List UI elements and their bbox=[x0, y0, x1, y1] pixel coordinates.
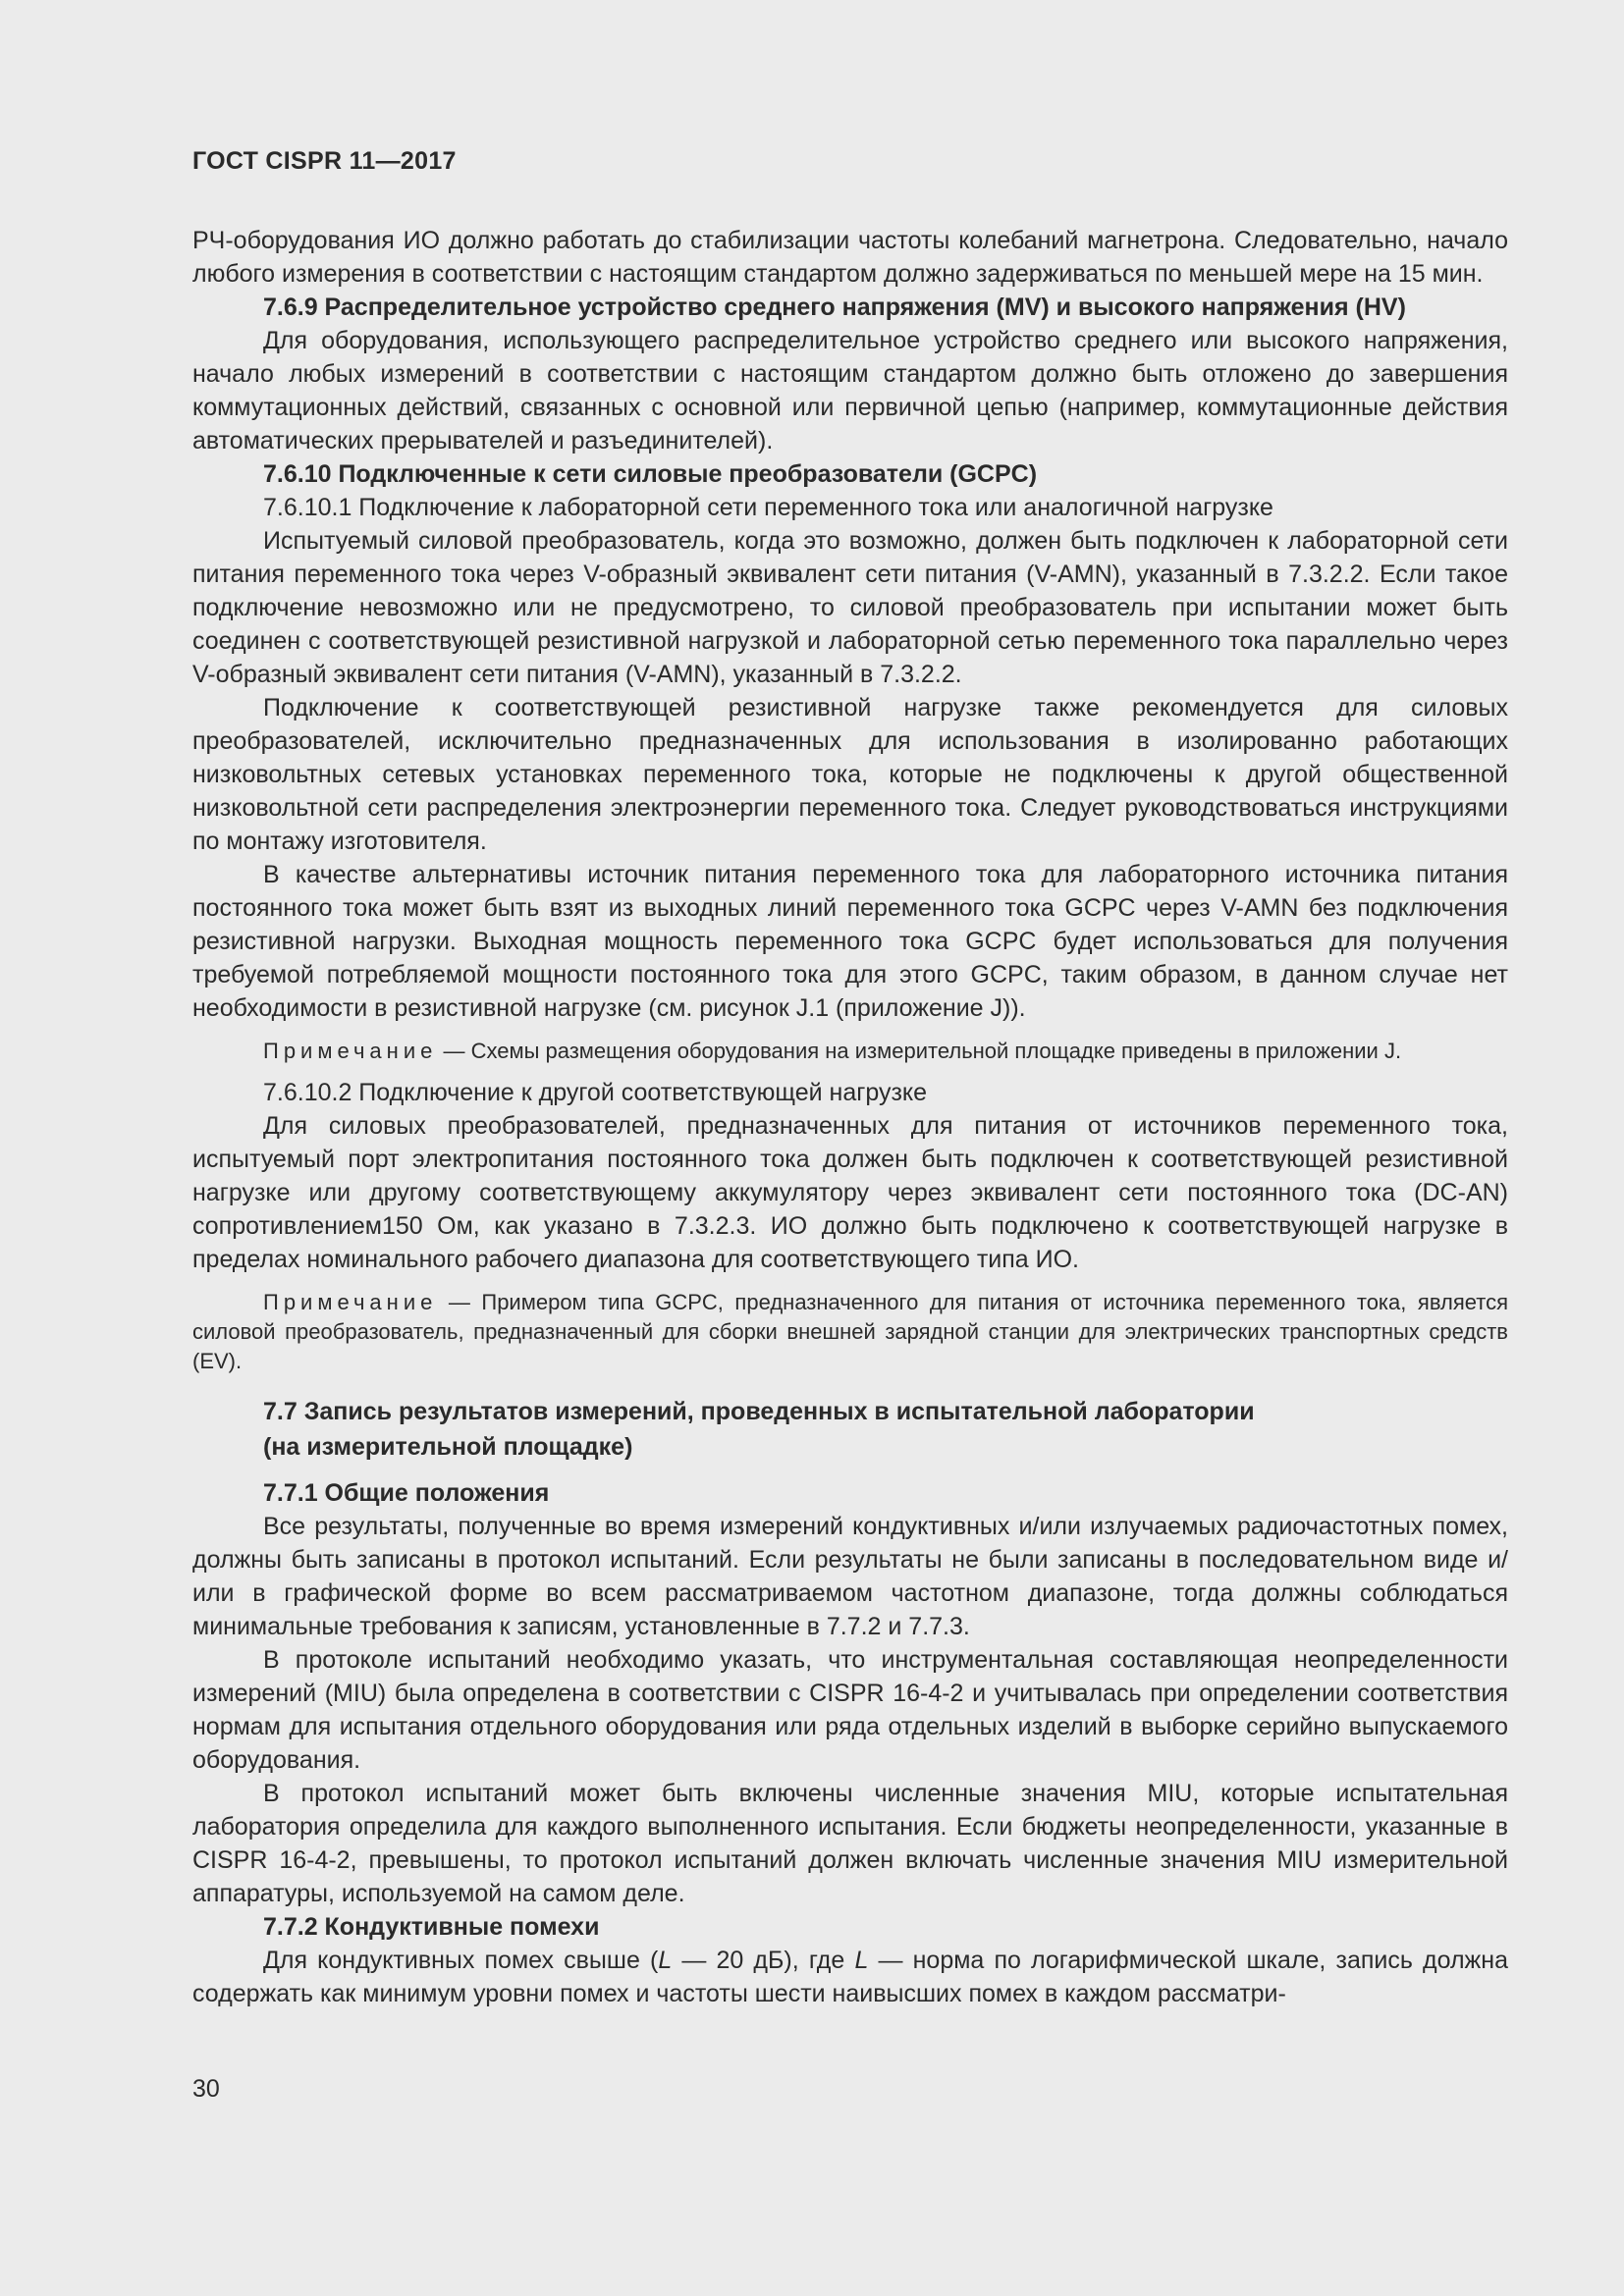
paragraph-switchgear: Для оборудования, использующего распределительное устройство среднего или высокого напряжения, начало любых измерений в соответствии с настоящим стандартом должно быть отложено до завершения коммутационных действий, связанных с основной или первичной цепью (например, коммутационные действия автоматических прерывателей и разъединителей). bbox=[192, 327, 1508, 454]
heading-7-6-10: 7.6.10 Подключенные к сети силовые преобразователи (GCPC) bbox=[263, 460, 1038, 488]
note-2-text: — Примером типа GCPC, предназначенного для питания от источника переменного тока, является силовой преобразователь, предназначенный для сборки внешней зарядной станции для электрических транспортных средств (EV). bbox=[192, 1290, 1508, 1373]
heading-7-6-9: 7.6.9 Распределительное устройство среднего напряжения (MV) и высокого напряжения (HV) bbox=[263, 294, 1406, 321]
paragraph-miu-values: В протокол испытаний может быть включены численные значения MIU, которые испытательная лаборатория определила для каждого выполненного испытания. Если бюджеты неопределенности, указанные в CISPR 16-4-2, превышены, то протокол испытаний должен включать численные значения MIU измерительной аппаратуры, используемой на самом деле. bbox=[192, 1780, 1508, 1907]
note-2 bbox=[192, 1288, 1508, 1376]
note-label: Примечание bbox=[263, 1290, 438, 1314]
document-header: ГОСТ CISPR 11—2017 bbox=[192, 147, 457, 175]
note-1-text: — Схемы размещения оборудования на измерительной площадке приведены в приложении J. bbox=[437, 1039, 1402, 1063]
heading-7-7-2: 7.7.2 Кондуктивные помехи bbox=[263, 1913, 600, 1941]
paragraph-conducted bbox=[192, 1944, 1508, 2010]
page-number: 30 bbox=[192, 2075, 220, 2103]
paragraph-magnetron: РЧ-оборудования ИО должно работать до стабилизации частоты колебаний магнетрона. Следовательно, начало любого измерения в соответствии с настоящим стандартом должно задерживаться по меньшей мере на 15 мин. bbox=[192, 227, 1508, 288]
text-run: — норма по логарифмической шкале, запись должна содержать как минимум уровни помех и частоты шести наивысших помех в каждом рассматри- bbox=[192, 1947, 1508, 2007]
heading-7-6-10-2: 7.6.10.2 Подключение к другой соответствующей нагрузке bbox=[263, 1079, 928, 1106]
paragraph-miu: В протоколе испытаний необходимо указать, что инструментальная составляющая неопределенности измерений (MIU) была определена в соответствии с CISPR 16-4-2 и учитывалась при определении соответствия нормам для испытания отдельного оборудования или ряда отдельных изделий в выборке серийно выпускаемого оборудования. bbox=[192, 1646, 1508, 1774]
note-label: Примечание bbox=[263, 1039, 438, 1063]
heading-7-7-1: 7.7.1 Общие положения bbox=[263, 1479, 550, 1507]
paragraph-results: Все результаты, полученные во время измерений кондуктивных и/или излучаемых радиочастотных помех, должны быть записаны в протокол испытаний. Если результаты не были записаны в последовательном виде и/или в графической форме во всем рассматриваемом частотном диапазоне, тогда должны соблюдаться минимальные требования к записям, установленные в 7.7.2 и 7.7.3. bbox=[192, 1513, 1508, 1640]
text-run: Для кондуктивных помех свыше ( bbox=[263, 1947, 659, 1974]
heading-7-7-line1: 7.7 Запись результатов измерений, проведенных в испытательной лаборатории bbox=[263, 1398, 1255, 1425]
paragraph-resistive-load: Подключение к соответствующей резистивной нагрузке также рекомендуется для силовых преобразователей, исключительно предназначенных для использования в изолированно работающих низковольтных сетевых установках переменного тока, которые не подключены к другой общественной низковольтной сети распределения электроэнергии переменного тока. Следует руководствоваться инструкциями по монтажу изготовителя. bbox=[192, 694, 1508, 855]
heading-7-7-line2: (на измерительной площадке) bbox=[263, 1433, 633, 1461]
paragraph-other-load: Для силовых преобразователей, предназначенных для питания от источников переменного тока, испытуемый порт электропитания постоянного тока должен быть подключен к соответствующей резистивной нагрузке или другому соответствующему аккумулятору через эквивалент сети постоянного тока (DC-AN) сопротивлением150 Ом, как указано в 7.3.2.3. ИО должно быть подключено к соответствующей нагрузке в пределах номинального рабочего диапазона для соответствующего типа ИО. bbox=[192, 1112, 1508, 1273]
paragraph-lab-network: Испытуемый силовой преобразователь, когда это возможно, должен быть подключен к лабораторной сети питания переменного тока через V-образный эквивалент сети питания (V-AMN), указанный в 7.3.2.2. Если такое подключение невозможно или не предусмотрено, то силовой преобразователь при испытании может быть соединен с соответствующей резистивной нагрузкой и лабораторной сетью переменного тока параллельно через V-образный эквивалент сети питания (V-AMN), указанный в 7.3.2.2. bbox=[192, 527, 1508, 688]
paragraph-alternative-source: В качестве альтернативы источник питания переменного тока для лабораторного источника питания постоянного тока может быть взят из выходных линий переменного тока GCPC через V-AMN без подключения резистивной нагрузки. Выходная мощность переменного тока GCPC будет использоваться для получения требуемой потребляемой мощности постоянного тока для этого GCPC, таким образом, в данном случае нет необходимости в резистивной нагрузке (см. рисунок J.1 (приложение J)). bbox=[192, 861, 1508, 1022]
heading-7-7 bbox=[263, 1394, 1508, 1465]
page-body bbox=[192, 224, 1508, 2010]
symbol-L: L bbox=[854, 1947, 869, 1974]
symbol-L: L bbox=[658, 1947, 673, 1974]
heading-7-6-10-1: 7.6.10.1 Подключение к лабораторной сети переменного тока или аналогичной нагрузке bbox=[263, 494, 1273, 521]
note-1 bbox=[192, 1037, 1508, 1066]
text-run: — 20 дБ), где bbox=[672, 1947, 855, 1974]
